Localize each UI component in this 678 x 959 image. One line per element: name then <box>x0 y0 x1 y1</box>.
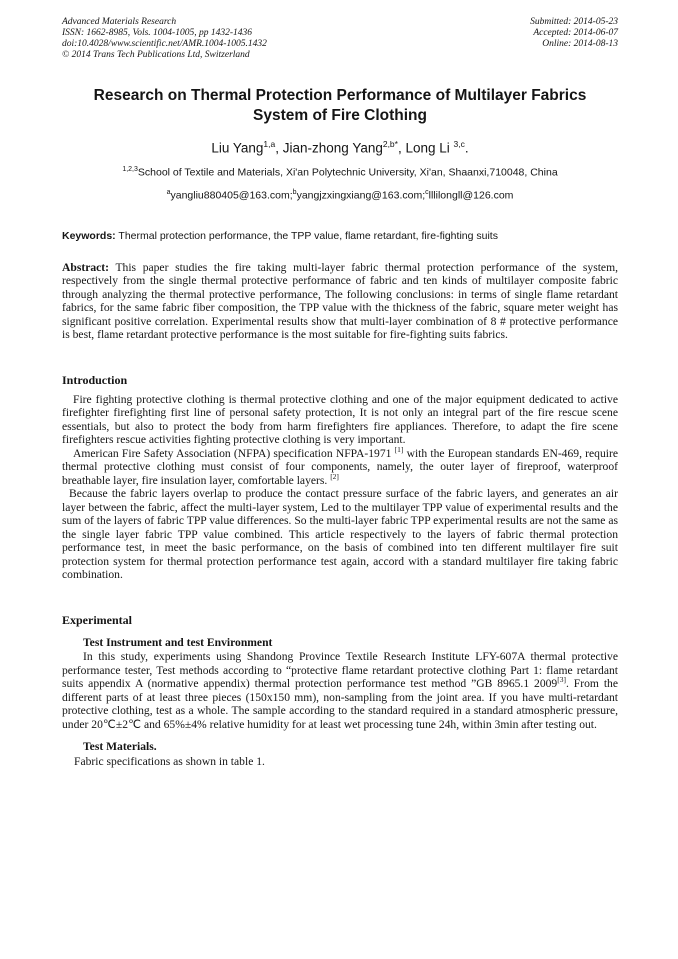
author-1-name: Liu Yang <box>211 140 264 156</box>
paper-title-line1: Research on Thermal Protection Performance of Multilayer Fabrics <box>93 87 587 104</box>
abstract <box>62 261 618 342</box>
affiliation-text: School of Textile and Materials, Xi'an Polytechnic University, Xi'an, Shaanxi,710048, China <box>137 166 558 178</box>
citation-ref-3: [3] <box>557 675 566 685</box>
author-3-affil-mark: 3,c <box>453 139 465 149</box>
introduction-paragraph-1: Fire fighting protective clothing is thermal protective clothing and one of the major equipment dedicated to active firefighter firefighting first line of personal safety protection, It is not only an integral part of the fire rescue scene essentials, but also to protect the body from harm firefighters fire appliances. Therefore, to adapt the fire scene firefighters rescue activities fighting protective clothing is very important. <box>62 392 618 446</box>
paper-title <box>70 86 610 126</box>
doi-line: doi:10.4028/www.scientific.net/AMR.1004-1005.1432 <box>62 39 267 49</box>
email-b: yangjzxingxiang@163.com; <box>296 189 426 202</box>
author-line <box>62 136 618 157</box>
email-c-mark: c <box>425 189 429 196</box>
affiliation-line <box>62 163 618 180</box>
accepted-date: Accepted: 2014-06-07 <box>533 28 618 38</box>
experimental-paragraph-1 <box>62 650 618 731</box>
citation-ref-1: [1] <box>394 444 404 454</box>
keywords-text: Thermal protection performance, the TPP value, flame retardant, fire-fighting suits <box>115 229 498 242</box>
intro-p2-text-2: with the European standards EN-469, require thermal protective clothing must consist of four components, namely, the outer layer of fireproof, waterproof breathable layer, fire insulation layer, comfortable layers. <box>62 446 618 487</box>
author-separator: , <box>275 140 283 156</box>
exp-p1-text-2: . From the different parts of at least three pieces (150x150 mm), non-sampling from the joint area. If you have multi-retardant protective clothing, test as a whole. The sample according to the standard required in a standard atmospheric pressure, under 20℃±2℃ and 65%±4% relative humidity for at least wet processing tune 24h, within 3min after testing out. <box>62 677 618 731</box>
introduction-paragraph-2 <box>62 444 618 488</box>
author-3-name: Long Li <box>405 140 454 156</box>
email-line <box>62 186 618 203</box>
affiliation-marks: 1,2,3 <box>122 165 138 173</box>
issn-volume-line: ISSN: 1662-8985, Vols. 1004-1005, pp 1432-1436 <box>62 28 252 38</box>
author-separator: , <box>397 140 406 156</box>
test-materials-subheading: Test Materials. <box>83 740 157 753</box>
citation-ref-2: [2] <box>330 471 339 481</box>
journal-header-left <box>62 17 267 61</box>
author-1-affil-mark: 1,a <box>263 139 276 149</box>
keywords-label: Keywords: <box>62 229 116 242</box>
abstract-text: This paper studies the fire taking multi-layer fabric thermal protection performance of the system, respectively from the single thermal protective performance of fabric and ten kinds of multilayer composite fabric through analyzing the thermal protective performance, The following conclusions: in terms of single flame retardant fabrics, for the same fabric fiber composition, the TPP value with the thickness of the fabric, square meter weight has significant positive correlation. Experimental results show that multi-layer combination of 8 # protective performance is best, flame retardant protective performance is the most suitable for fire-fighting suits fabrics. <box>62 260 618 341</box>
abstract-label: Abstract: <box>62 260 110 274</box>
author-line-period: . <box>464 140 469 156</box>
test-instrument-subheading: Test Instrument and test Environment <box>83 635 273 649</box>
journal-name: Advanced Materials Research <box>62 17 177 27</box>
exp-p1-text-1: In this study, experiments using Shandong Province Textile Research Institute LFY-607A thermal protective performance tester, Test methods according to “protective flame retardant protective clothing Part 1: flame retardant suits appendix A (normative appendix) thermal protection performance test method ”GB 8965.1 2009 <box>62 650 618 690</box>
email-a-mark: a <box>166 189 171 196</box>
online-date: Online: 2014-08-13 <box>542 39 618 49</box>
experimental-heading: Experimental <box>62 612 132 627</box>
email-a: yangliu880405@163.com; <box>170 189 293 202</box>
keywords-line <box>62 230 618 243</box>
submitted-date: Submitted: 2014-05-23 <box>530 17 618 27</box>
copyright-line: © 2014 Trans Tech Publications Ltd, Switzerland <box>62 50 250 60</box>
intro-p2-text-1: American Fire Safety Association (NFPA) specification NFPA-1971 <box>73 446 395 460</box>
email-c: lllilongll@126.com <box>428 189 514 202</box>
journal-header <box>62 17 618 61</box>
journal-header-dates <box>530 17 618 61</box>
introduction-paragraph-3: Because the fabric layers overlap to produce the contact pressure surface of the fabric layers, and generates an air layer between the fabric, affect the multi-layer system, Led to the multilayer TPP value of experimental results and the sum of the layers of fabric TPP value differences. So the multi-layer fabric TPP experimental results are not the same as the single layer fabric TPP value combined. This article respectively to the layers of fabric thermal protection performance test, in meet the basic performance, on the basis of combined into ten different multilayer fire suit protection system for thermal protection performance test again, accord with a standard multilayer fire taking fabric combination. <box>62 487 618 581</box>
fabric-specifications-line: Fabric specifications as shown in table 1. <box>74 754 265 768</box>
introduction-heading: Introduction <box>62 372 128 387</box>
author-2-name: Jian-zhong Yang <box>282 140 383 156</box>
paper-title-line2: System of Fire Clothing <box>253 107 427 124</box>
email-b-mark: b <box>292 189 297 196</box>
author-2-affil-mark: 2,b* <box>382 139 398 149</box>
